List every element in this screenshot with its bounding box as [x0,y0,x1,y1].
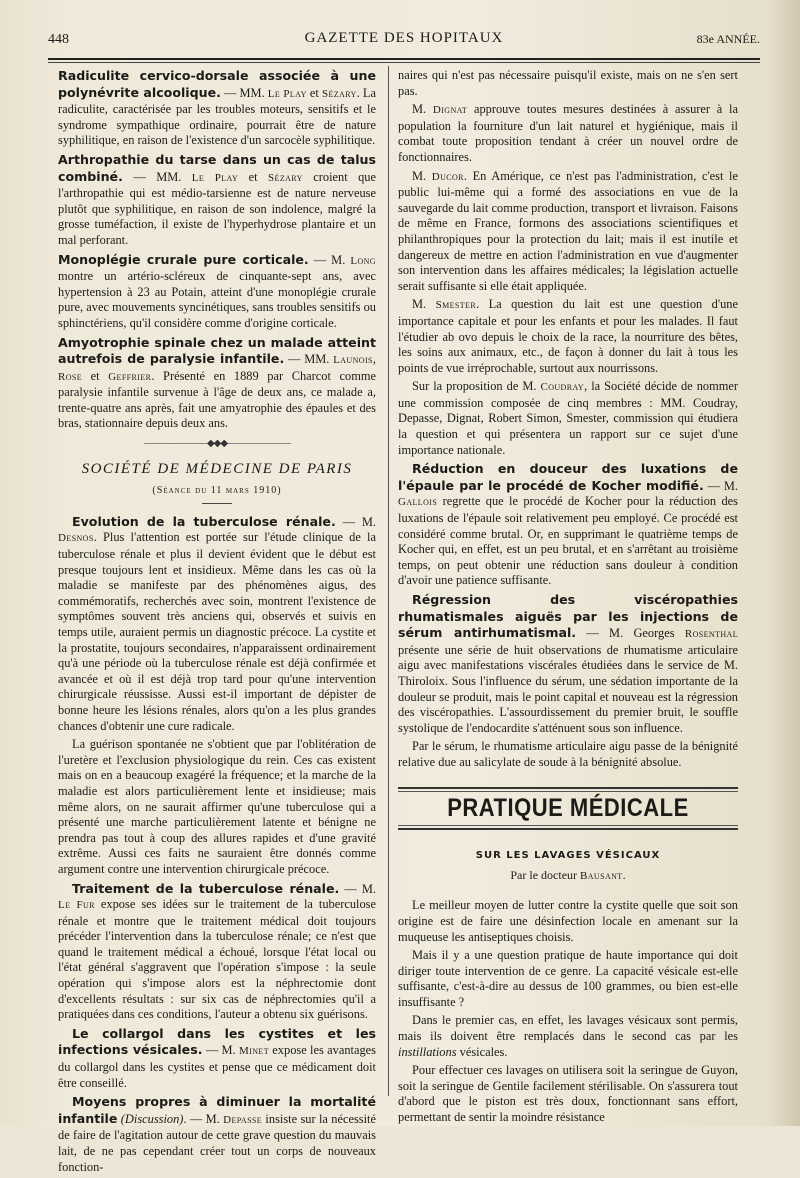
author: Le Fur [58,899,95,912]
body-text: insiste sur la nécessité de faire de l'agitation autour de cette grave question du mauvais lait, de ne pas cependant créer tout un corps de nouveaux fonction- [58,1111,376,1174]
author: Le Play [191,171,239,184]
body-text: . En Amérique, ce n'est pas l'administration, c'est le public lui-même qui a formé des associations en vue de la sauvegarde du lait comme production, transport et livraison. Faisons de même en France, formons des associations scientifiques et philanthropiques pour la protection du lait; mais il est inutile et dangereux de mettre en action l'administration en vue d'augmenter son intervention dans les affaires médicales; la législation actuelle serait suffisante si elle était appliquée. [398,168,738,293]
heading: Monoplégie crurale pure corticale. [58,251,309,267]
author: Rose [58,370,83,383]
text: — M. [308,252,351,267]
paragraph [398,102,738,165]
paragraph [398,297,738,376]
author: Dignat [432,104,468,117]
heading: Radiculite cervico-dorsale associée à une polynévrite alcoolique. [58,68,376,100]
heading: Régression des viscéropathies rhumatismales aiguës par les injections de sérum antirhumatismal. [398,592,738,641]
body-text: . Présenté en 1889 par Charcot comme paralysie infantile survenue à l'âge de deux ans, ce malade a, trente-quatre ans après, fait une amyatrophie des épaules et des bras, stationnaire depuis deux ans. [58,368,376,431]
article-radiculite [58,68,376,149]
author: Bausant [580,869,623,882]
heading: Traitement de la tuberculose rénale. [72,880,340,896]
author: Geffrier [108,370,152,383]
volume-year: 83e ANNÉE. [696,32,760,46]
author: Smester [435,299,477,312]
text: et [238,169,269,184]
text: et [306,85,322,100]
author: Coudray [540,381,585,394]
text: . — M. [183,1111,224,1126]
heading: Réduction en douceur des luxations de l'épaule par le procédé de Kocher modifié. [398,461,738,493]
paragraph: Le meilleur moyen de lutter contre la cystite quelle que soit son origine est de faire une désinfection locale en amenant sur la muqueuse les antiseptiques choisis. [398,898,738,944]
body-text: regrette que le procédé de Kocher pour la réduction des luxations de l'épaule soit relativement peu employé. Ce procédé est considéré comme brutal. Or, en supprimant le quatrième temps de Kocher qui, en effet, est un peu brutal, et en s'arrêtant au troisième temps, on peut obtenir une réduction sans douleur à condition d'avoir une patience suffisante. [398,494,738,588]
text: Sur la proposition de M. [412,379,541,394]
article-title: SUR LES LAVAGES VÉSICAUX [475,850,661,862]
heading: Evolution de la tuberculose rénale. [72,513,336,529]
page-number: 448 [48,32,69,47]
section-banner [398,787,738,831]
text: Par le docteur [510,867,581,882]
text: et [82,368,109,383]
heading: Arthropathie du tarse dans un cas de talus combiné. [58,151,376,184]
section-title: SOCIÉTÉ DE MÉDECINE DE PARIS [81,460,353,477]
heading: Amyotrophie spinale chez un malade atteint autrefois de paralysie infantile. [58,334,376,367]
paragraph: Pour effectuer ces lavages on utilisera soit la seringue de Guyon, soit la seringue de Gentile facilement stérilisable. On s'assurera tout d'abord que le piston est très doux, fonctionnant sans effort, permettant de sentir la moindre résistance [398,1063,738,1125]
article-tuberculose-traitement [58,881,376,1023]
discussion-label: (Discussion) [120,1111,184,1126]
author: Long [350,254,376,267]
text: — M. [339,881,376,896]
journal-title: GAZETTE DES HOPITAUX [304,30,504,46]
section-title: PRATIQUE MÉDICALE [447,792,689,822]
header-rule [48,58,760,60]
author: Le Play [267,87,307,100]
author: Sézary [321,87,357,100]
author: Sézary [268,171,303,184]
body-text: . Plus l'attention est portée sur l'étude clinique de la tuberculose rénale et plus il devient évident que le début est presque toujours lent et insidieux. Même dans les cas où la maladie se manifeste par des phénomènes aigus, des commémoratifs, recherchés avec soin, montrent l'existence de symptômes souvent très anciens qui, observés et suivis en temps utile, auraient permis un diagnostic précoce. La cystite et la prostatite, toujours secondaires, n'apparaissent ordinairement qu'à une période où la tuberculose rénale est déjà confirmée et avancée et où il est déjà trop tard pour qu'une intervention chirurgicale réussisse. Aussi est-il important de dépister de bonne heure les lésions rénales, alors qu'on a les plus grandes chances d'obtenir une cure radicale. [58,530,376,733]
section-banner-inner [398,791,738,827]
body-text: croient que l'arthropathie qui est médio-tarsienne est de nature nerveuse plutôt que syphilitique, en raison de son indolence, malgré la grosse tuméfaction, il existe de l'hyperhydrose plantaire et un mal perforant. [58,169,376,247]
text: — M. [335,514,376,529]
paragraph [398,1013,738,1060]
author: Desnos [58,532,94,545]
right-column [398,68,738,1129]
author: Launois [333,354,373,367]
body-text: . La radiculite, caractérisée par les troubles moteurs, sensitifs et le syndrome sympathique ordinaire, pourrait être de nature syphilitique, en raison de l'existence d'un sarcocèle syphilitique. [58,85,376,148]
body-text: expose ses idées sur le traitement de la tuberculose rénale et montre que le traitement médical doit toujours précéder l'intervention dans la tuberculose rénale; ce n'est que quand le traitement médical a échoué, lorsque l'état local ou l'état général s'aggravent que l'opération s'impose : la seule opération qui s'impose alors est la néphrectomie dont d'excellents résultats : sur six cas de néphrectomies qu'il a pratiquées dans ces conditions, l'auteur a obtenu six guérisons. [58,897,377,1022]
body-text: . La question du lait est une question d'une importance capitale et pour les enfants et pour les malades. Il faut l'étudier ab ovo depuis le choix de la race, la nourriture des bêtes, les soins aux animaux, etc., de façon à donner du lait à tous les points de vue irréprochable, surtout aux nourrissons. [398,297,738,375]
text: — MM. [122,169,192,184]
header-rule-thin [48,62,760,63]
author: Ducor [431,170,464,183]
paragraph: La guérison spontanée ne s'obtient que par l'oblitération de l'uretère et l'exclusion physiologique du rein. Ces cas existent mais on en a beaucoup exagéré la fréquence; et la marche de la maladie est alors particulièrement lente et insidieuse; mais même alors, on ne saurait affirmer qu'une tuberculose qui a présenté une marche particulièrement latente et bénigne ne prendra pas tout à coup des allures rapides et d'une gravité extrême. Aussi ces faits ne sauraient être donnés comme argument contre une intervention chirurgicale précoce. [58,737,376,876]
text: Dans le premier cas, en effet, les lavages vésicaux sont permis, mais ils doivent être remplacés dans le second cas par les [398,1013,738,1044]
byline [398,868,738,885]
article-collargol [58,1026,376,1091]
body-text: présente une série de huit observations de rhumatisme articulaire aigu avec manifestations viscérales étudiées dans le service de M. Thiroloix. Sous l'influence du sérum, une sédation importante de la douleur se produit, mais le point capital et nouveau est la régression des viscéropathies. L'assourdissement du premier bruit, le souffle systolique de l'endocardite s'atténuent sous son influence. [398,642,738,735]
text: M. [412,102,433,117]
body-text: approuve toutes mesures destinées à assurer à la population la fourniture d'un lait naturel et hygiénique, mais il combat toute proposition tendant à créer un nouvel ordre de fonctionnaires. [398,102,738,164]
author: Depasse [223,1113,263,1126]
heading: Moyens propres à diminuer la mortalité infantile [58,1094,376,1126]
article-mortalite-infantile [58,1094,376,1175]
paragraph: Mais il y a une question pratique de haute importance qui doit diriger toute intervention de ce genre. La capacité vésicale est-elle suffisante, c'est-à-dire au dessus de 100 grammes, ou bien est-elle insuffisante ? [398,948,738,1009]
paragraph [398,169,738,295]
author: Rosenthal [684,628,738,641]
text: — M. Georges [576,626,685,641]
text: M. [412,168,432,183]
article-visceropathies [398,592,738,736]
paragraph: Par le sérum, le rhumatisme articulaire aigu passe de la bénignité relative due au salicylate de soude à la bénignité absolue. [398,739,738,769]
text: . [622,867,626,882]
text: — MM. [284,352,334,367]
short-rule [202,503,232,504]
paragraph [398,379,738,458]
session-date: (Séance du 11 mars 1910) [152,485,282,497]
ornament-divider: ———————◆◆◆——————— [143,438,291,450]
body-text: expose les avantages du collargol dans les cystites et pense que ce médicament doit être conseillé. [58,1043,376,1090]
text: M. [412,297,436,312]
heading: Le collargol dans les cystites et les infections vésicales. [58,1025,376,1058]
author: Minet [238,1045,269,1058]
article-amyotrophie [58,335,376,433]
article-arthropathie [58,152,376,249]
page-header [48,30,760,52]
article-tuberculose-evolution [58,514,376,734]
emphasis: instillations [398,1044,457,1059]
body-text: , la Société décide de nommer une commission composée de cinq membres : MM. Coudray, Depasse, Dignat, Robert Simon, Smester, commission qui étudiera la question et qui présentera un rapport sur ce sujet d'une importance nationale. [398,379,738,457]
text: , [372,352,376,367]
column-divider [388,66,389,1096]
text: — M. [703,478,739,493]
text: — MM. [220,85,268,100]
paragraph: naires qui n'est pas nécessaire puisqu'il existe, mais on ne s'en sert pas. [398,68,738,98]
left-column [58,68,376,1178]
article-luxations-epaule [398,461,738,589]
author: Gallois [398,496,438,509]
article-monoplegie [58,252,376,332]
text: — M. [202,1043,239,1058]
body-text: montre un artério-scléreux de cinquante-sept ans, avec hypertension à 23 au Potain, atteint d'une monoplégie crurale pure, avec mouvements syncinétiques, sans troubles sensitifs ou sphinctériens, qu'il considère comme d'origine corticale. [58,269,376,330]
text: vésicales. [456,1044,508,1059]
